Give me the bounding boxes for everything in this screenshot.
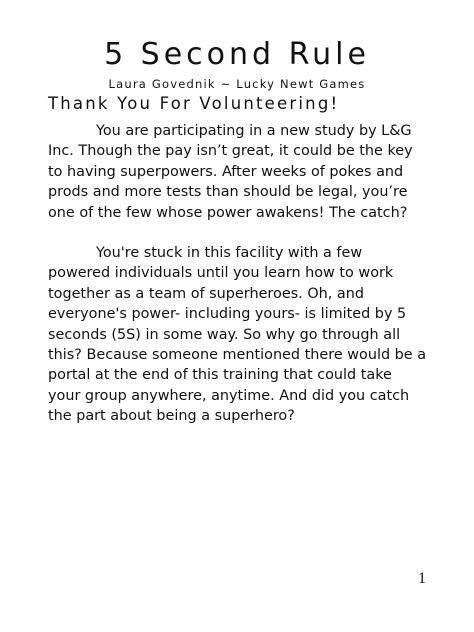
body-paragraph: You're stuck in this facility with a few powered individuals until you learn how to work together as a team of superheroes. Oh, and everyone's power- including yours- is limited by 5 seconds (5S) in some way. So why go through all this? Because someone mentioned there would be a portal at the end of this training that could take your group anywhere, anytime. And did you catch the part about being a superhero? bbox=[48, 245, 427, 425]
section-heading: Thank You For Volunteering! bbox=[48, 94, 340, 113]
page-number: 1 bbox=[418, 570, 426, 587]
document-subtitle: Laura Govednik ~ Lucky Newt Games bbox=[108, 77, 366, 91]
body-paragraph: You are participating in a new study by L&G Inc. Though the pay isn’t great, it could be the key to having superpowers. After weeks of pokes and prods and more tests than should be legal, you’re one of the few whose power awakens! The catch? bbox=[48, 123, 413, 221]
document-title: 5 Second Rule bbox=[104, 37, 370, 72]
